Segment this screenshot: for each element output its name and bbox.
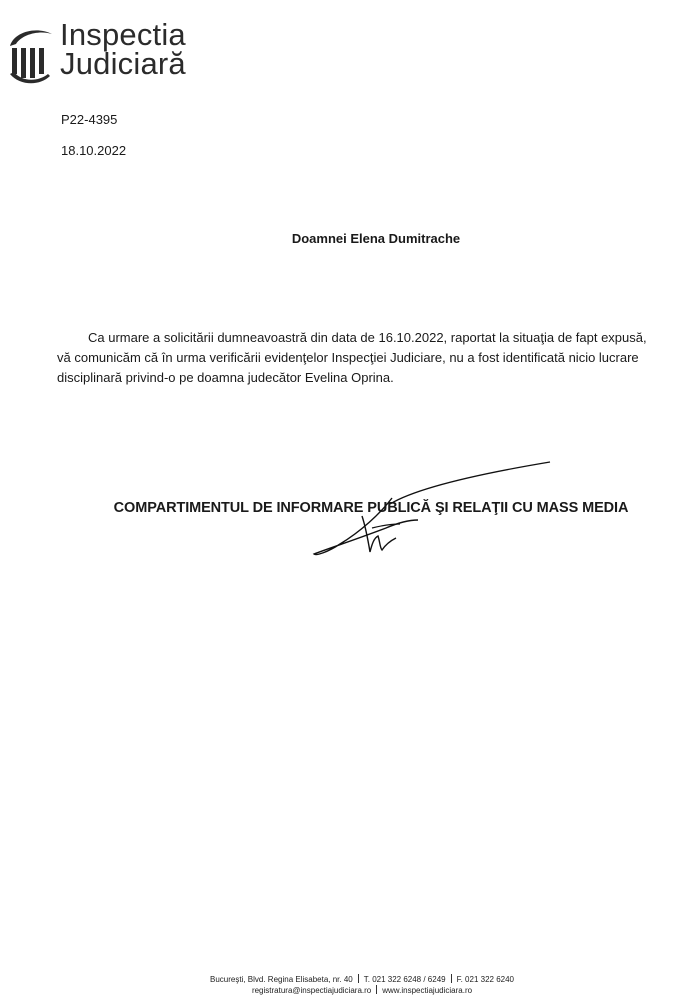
footer-line-2 <box>12 985 700 996</box>
footer-phone: T. 021 322 6248 / 6249 <box>363 975 446 984</box>
addressee-name: Doamnei Elena Dumitrache <box>291 231 461 246</box>
footer-separator <box>358 974 359 983</box>
letter-footer <box>0 974 700 996</box>
department-label: COMPARTIMENTUL DE INFORMARE PUBLICĂ ŞI RELAŢII CU MASS MEDIA <box>113 500 629 516</box>
institution-name-line1: Inspectia <box>60 17 186 52</box>
body-paragraph: Ca urmare a solicitării dumneavoastră din data de 16.10.2022, raportat la situaţia de fapt expusă, vă comunicăm că în urma verificării evidenţelor Inspecţiei Judiciare, nu a fost identificată nicio lucrare disciplinară privind-o pe doamna judecător Evelina Oprina. <box>57 330 647 385</box>
footer-fax: F. 021 322 6240 <box>456 975 514 984</box>
institution-logo <box>6 17 226 90</box>
footer-separator <box>451 974 452 983</box>
letter-body <box>57 328 657 388</box>
letter-date: 18.10.2022 <box>61 143 127 158</box>
footer-website[interactable]: www.inspectiajudiciara.ro <box>382 986 473 995</box>
reference-number: P22-4395 <box>61 112 118 127</box>
addressee <box>0 231 700 247</box>
institution-name <box>60 17 186 81</box>
footer-address: Bucureşti, Blvd. Regina Elisabeta, nr. 40 <box>210 975 353 984</box>
footer-email[interactable]: registratura@inspectiajudiciara.ro <box>251 986 372 995</box>
columns-logo-icon <box>6 24 56 86</box>
footer-line-1 <box>12 974 700 985</box>
handwritten-signature <box>300 458 560 568</box>
institution-name-line2: Judiciară <box>60 46 186 81</box>
footer-separator <box>376 985 377 994</box>
